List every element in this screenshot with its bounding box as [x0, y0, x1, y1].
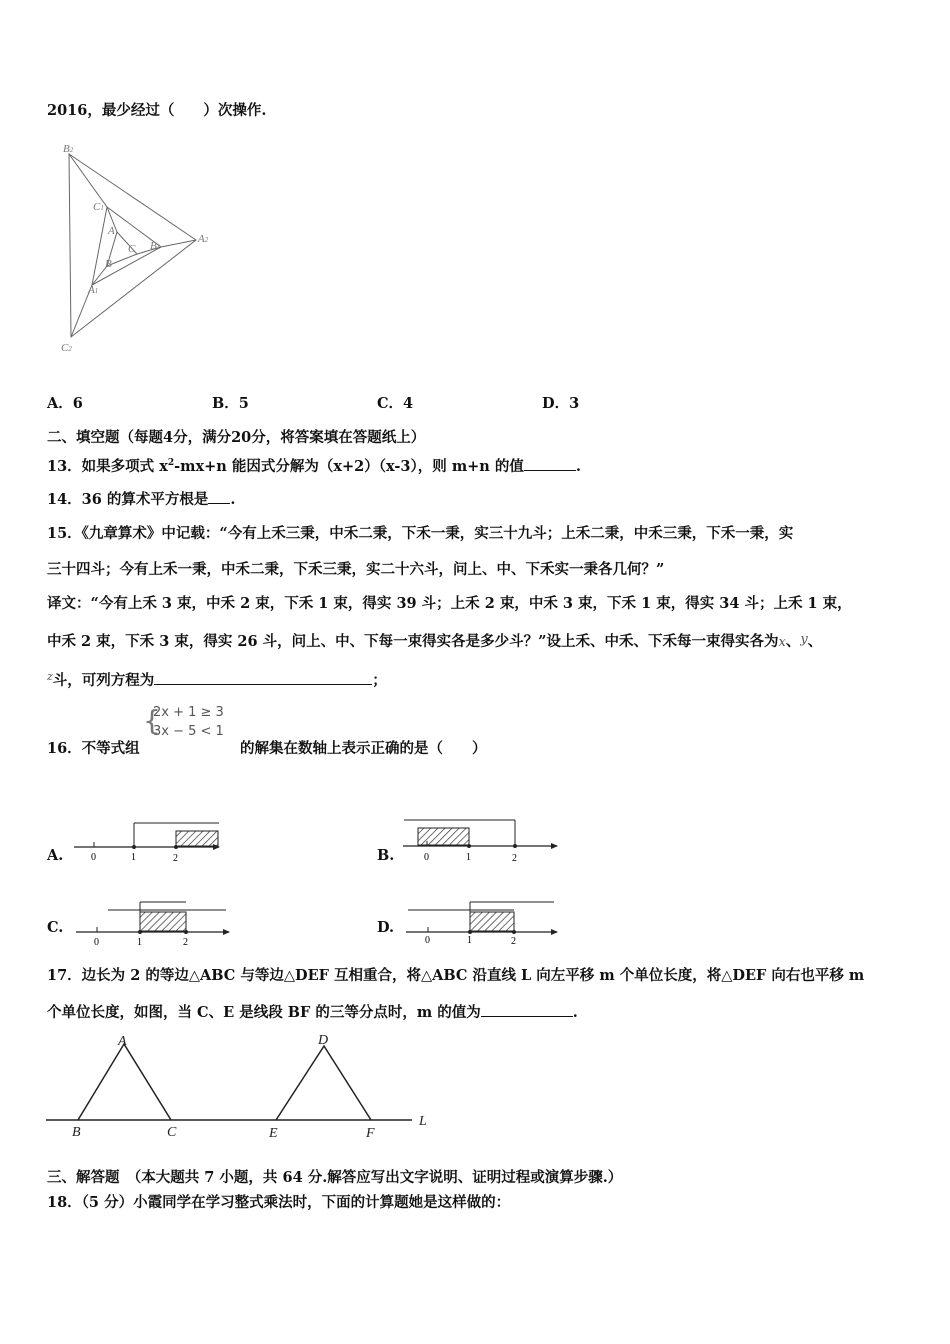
- label-F: F: [366, 1126, 375, 1141]
- q17-triangles-figure: [40, 1030, 440, 1145]
- label-C1: C1: [93, 201, 104, 213]
- label-A: A: [108, 225, 115, 237]
- svg-text:0: 0: [425, 935, 430, 946]
- label-C: C: [128, 243, 136, 255]
- svg-text:2: 2: [511, 936, 516, 947]
- q16-suffix: 的解集在数轴上表示正确的是（ ）: [240, 740, 487, 757]
- svg-text:0: 0: [424, 852, 429, 863]
- q12-option-d[interactable]: D．3: [542, 395, 580, 412]
- q16-option-b-label[interactable]: B.: [377, 847, 395, 864]
- svg-text:2: 2: [173, 853, 178, 864]
- q15-line1: 15．《九章算术》中记载：“今有上禾三秉，中禾二秉，下禾一秉，实三十九斗；上禾二秉，中禾三秉，下禾一秉，实: [47, 525, 794, 542]
- label-L: L: [419, 1114, 427, 1129]
- svg-text:0: 0: [91, 852, 96, 863]
- q12-triangle-figure: [55, 140, 230, 360]
- q17-line2: 个单位长度，如图，当 C、E 是线段 BF 的三等分点时，m 的值为 .: [47, 1004, 578, 1021]
- q15-line4: 中禾 2 束，下禾 3 束，得实 26 斗，问上、中、下每一束得实各是多少斗？”设上禾、中禾、下禾每一束得实各为x、y、: [47, 632, 823, 650]
- q14-answer-blank[interactable]: [208, 489, 230, 504]
- q13-answer-blank[interactable]: [524, 456, 576, 471]
- q16-inequality-system: { 2x + 1 ≥ 3 3x − 5 < 1: [143, 704, 224, 739]
- label-A2: A2: [198, 233, 209, 245]
- q14: 14．36 的算术平方根是 .: [47, 491, 236, 508]
- label-C: C: [167, 1125, 177, 1140]
- q16-option-d-label[interactable]: D.: [377, 919, 395, 936]
- label-B1: B1: [150, 240, 161, 252]
- q15-line2: 三十四斗；今有上禾一秉，中禾二秉，下禾三秉，实二十六斗，问上、中、下禾实一秉各几何？”: [47, 561, 665, 578]
- q12-stem: 2016，最少经过（ ）次操作.: [47, 102, 267, 119]
- label-E: E: [269, 1126, 278, 1141]
- q12-option-c[interactable]: C．4: [377, 395, 414, 412]
- q16-option-c-numberline[interactable]: [74, 898, 234, 948]
- q17-answer-blank[interactable]: [481, 1002, 573, 1017]
- svg-text:1: 1: [137, 937, 142, 948]
- q16-option-b-numberline[interactable]: [400, 816, 562, 866]
- q15-line3: 译文：“今有上禾 3 束，中禾 2 束，下禾 1 束，得实 39 斗；上禾 2 束，中禾 3 束，下禾 1 束，得实 34 斗；上禾 1 束，: [47, 595, 852, 612]
- svg-text:1: 1: [131, 852, 136, 863]
- svg-text:1: 1: [467, 935, 472, 946]
- q18: 18．（5 分）小霞同学在学习整式乘法时，下面的计算题她是这样做的：: [47, 1194, 511, 1211]
- svg-text:1: 1: [466, 852, 471, 863]
- q17-line1: 17．边长为 2 的等边△ABC 与等边△DEF 互相重合，将△ABC 沿直线 L 向左平移 m 个单位长度，将△DEF 向右也平移 m: [47, 967, 865, 984]
- label-D: D: [318, 1033, 329, 1048]
- section3-title: 三、解答题 （本大题共 7 小题，共 64 分.解答应写出文字说明、证明过程或演算步骤.）: [47, 1169, 623, 1186]
- q16-option-a-numberline[interactable]: [72, 820, 224, 868]
- svg-text:0: 0: [94, 937, 99, 948]
- q13: 13．如果多项式 $x^2-mx+n$ 能因式分解为（x+2）（x-3），则 m+n 的值 .: [47, 457, 581, 475]
- svg-text:2: 2: [183, 937, 188, 948]
- label-B2: B2: [63, 143, 74, 155]
- label-A1: A1: [88, 284, 99, 296]
- q16-option-c-label[interactable]: C.: [47, 919, 64, 936]
- q12-option-a[interactable]: A．6: [47, 395, 83, 412]
- label-C2: C2: [61, 342, 72, 354]
- q15-answer-blank[interactable]: [154, 670, 372, 685]
- section2-title: 二、填空题（每题4分，满分20分，将答案填在答题纸上）: [47, 429, 426, 446]
- q16-option-d-numberline[interactable]: [404, 898, 562, 948]
- label-B: B: [105, 258, 112, 270]
- q16-prefix: 16．不等式组: [47, 740, 140, 757]
- label-B: B: [72, 1125, 81, 1140]
- svg-text:2: 2: [512, 853, 517, 864]
- q12-option-b[interactable]: B．5: [212, 395, 249, 412]
- q15-line5: $^z$斗，可列方程为 ；: [47, 670, 387, 689]
- label-A: A: [118, 1034, 127, 1049]
- q16-option-a-label[interactable]: A.: [47, 847, 64, 864]
